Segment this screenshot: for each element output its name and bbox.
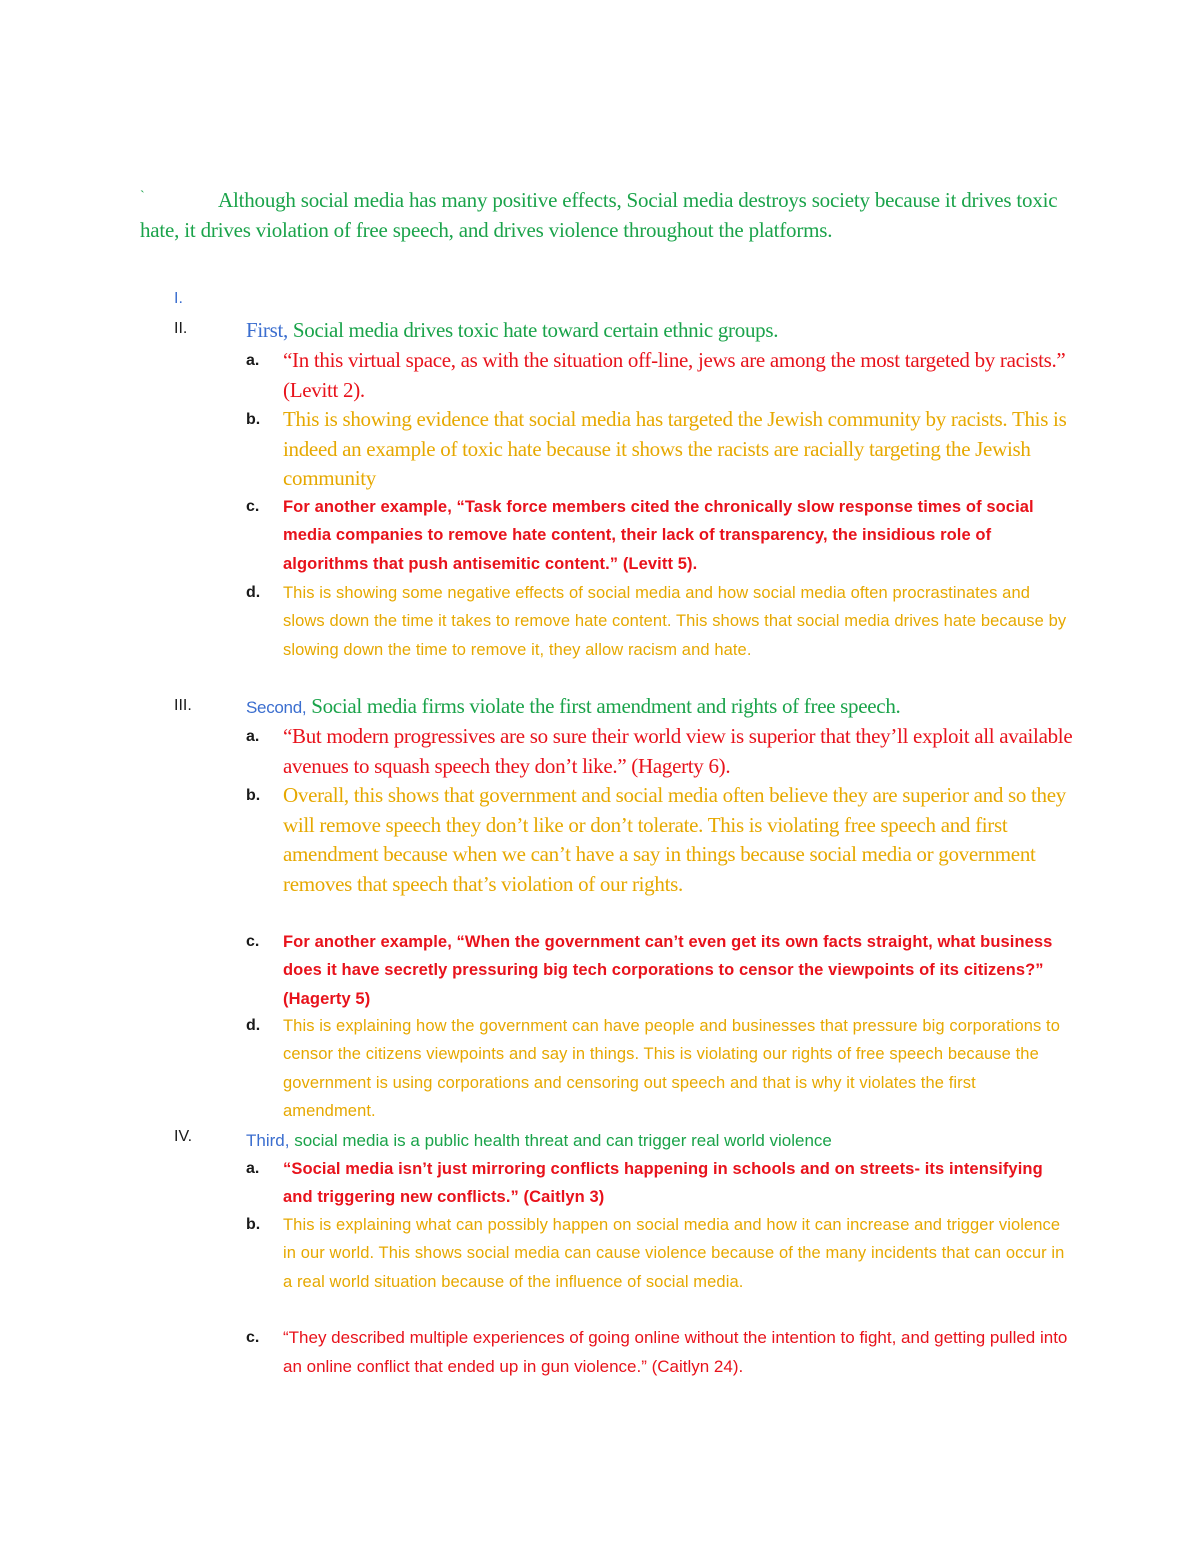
topic-lead: Second, (246, 698, 307, 717)
item-letter: c. (246, 1329, 260, 1346)
item-text: For another example, “Task force members cited the chronically slow response times of social media companies to remove hate content, their lack of transparency, the insidious role of algorithms that push antisemitic content.” (Levitt 5). (283, 498, 1034, 573)
roman-numeral: II. (174, 320, 188, 337)
item-letter: d. (246, 1017, 261, 1034)
topic-sentence (246, 692, 1076, 723)
topic-sentence (246, 1127, 1076, 1156)
item-text: “But modern progressives are so sure their world view is superior that they’ll exploit all available avenues to squash speech they don’t like.” (Hagerty 6). (283, 724, 1073, 778)
roman-numeral: III. (174, 697, 192, 714)
topic-sentence (246, 316, 1076, 346)
item-letter: b. (246, 787, 261, 804)
item-letter: d. (246, 584, 261, 601)
item-text: This is explaining what can possibly happen on social media and how it can increase and trigger violence in our world. This shows social media can cause violence because of the many incidents that can occur in a real world situation because of the influence of social media. (283, 1216, 1065, 1291)
item-text: For another example, “When the government can’t even get its own facts straight, what business does it have secretly pressuring big tech corporations to censor the viewpoints of its citizens?” (Hagerty 5) (283, 933, 1053, 1008)
topic-text: social media is a public health threat and can trigger real world violence (289, 1131, 832, 1150)
item-text: This is explaining how the government can have people and businesses that pressure big corporations to censor the citizens viewpoints and say in things. This is violating our rights of free speech because the government is using corporations and censoring out speech and that is why it violates the first amendment. (283, 1017, 1060, 1121)
topic-text: Social media drives toxic hate toward certain ethnic groups. (287, 318, 779, 342)
item-text: This is showing some negative effects of social media and how social media often procrastinates and slows down the time it takes to remove hate content. This shows that social media drives hate because by slowing down the time to remove it, they allow racism and hate. (283, 584, 1067, 659)
stray-mark: ` (140, 189, 145, 204)
roman-numeral: I. (174, 290, 183, 307)
roman-numeral: IV. (174, 1128, 193, 1145)
item-text: “In this virtual space, as with the situation off-line, jews are among the most targeted by racists.” (Levitt 2). (283, 348, 1066, 402)
item-text: “Social media isn’t just mirroring conflicts happening in schools and on streets- its intensifying and triggering new conflicts.” (Caitlyn 3) (283, 1160, 1043, 1207)
item-text: “They described multiple experiences of going online without the intention to fight, and getting pulled into an online conflict that ended up in gun violence.” (Caitlyn 24). (283, 1328, 1068, 1376)
item-letter: a. (246, 1160, 260, 1177)
item-letter: a. (246, 728, 260, 745)
thesis-text: Although social media has many positive effects, Social media destroys society because it drives toxic hate, it drives violation of free speech, and drives violence throughout the platforms. (140, 188, 1058, 242)
thesis-paragraph (140, 186, 1065, 245)
item-letter: a. (246, 352, 260, 369)
item-text: Overall, this shows that government and social media often believe they are superior and so they will remove speech they don’t like or don’t tolerate. This is violating free speech and first amendment because when we can’t have a say in things because social media or government removes that speech that’s violation of our rights. (283, 783, 1066, 896)
item-letter: c. (246, 498, 260, 515)
topic-text: Social media firms violate the first amendment and rights of free speech. (306, 694, 901, 718)
topic-lead: Third, (246, 1131, 290, 1150)
topic-lead: First, (246, 318, 288, 342)
item-letter: b. (246, 1216, 261, 1233)
item-text: This is showing evidence that social media has targeted the Jewish community by racists. This is indeed an example of toxic hate because it shows the racists are racially targeting the Jewish community (283, 407, 1067, 490)
item-letter: b. (246, 411, 261, 428)
item-letter: c. (246, 933, 260, 950)
